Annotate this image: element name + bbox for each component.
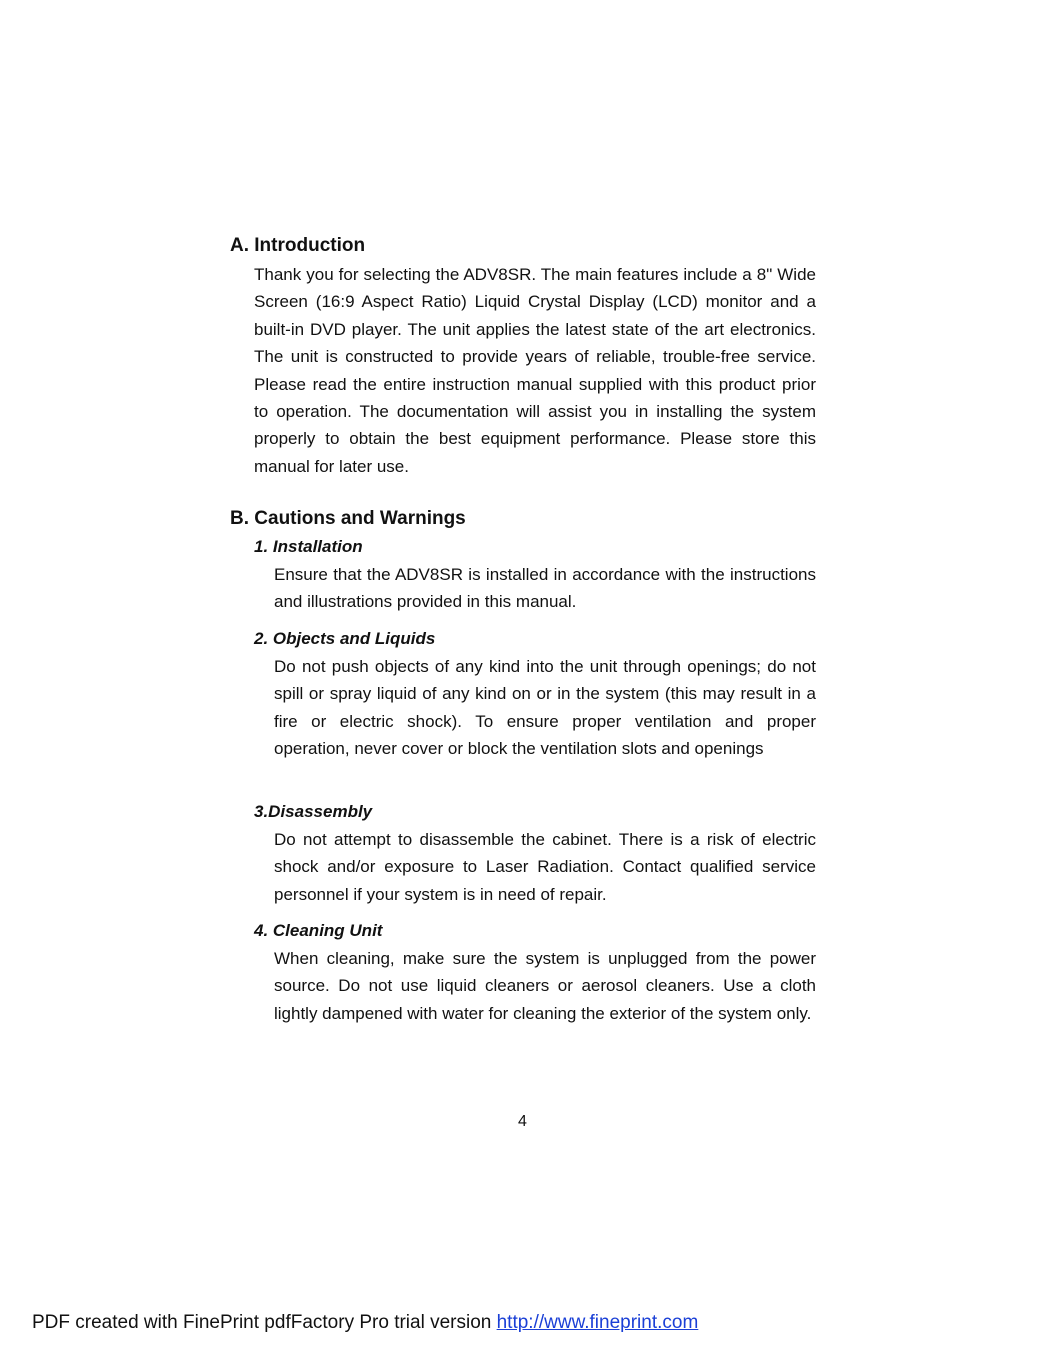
disassembly-heading: 3.Disassembly — [254, 802, 373, 821]
footer-text: PDF created with FinePrint pdfFactory Pro trial version — [32, 1312, 497, 1333]
fineprint-link[interactable]: http://www.fineprint.com — [496, 1312, 699, 1333]
introduction-body: Thank you for selecting the ADV8SR. The main features include a 8" Wide Screen (16:9 Aspect Ratio) Liquid Crystal Display (LCD) monitor and a built-in DVD player. The unit applies the latest state of the art electronics. The unit is constructed to provide years of reliable, trouble-free service. Please read the entire instruction manual supplied with this product prior to operation. The documentation will assist you in installing the system properly to obtain the best equipment performance. Please store this manual for later use. — [254, 265, 816, 476]
disassembly-body: Do not attempt to disassemble the cabinet. There is a risk of electric shock and/or exposure to Laser Radiation. Contact qualified service personnel if your system is in need of repair. — [274, 830, 816, 904]
pdf-footer — [32, 1311, 698, 1335]
objects-liquids-body: Do not push objects of any kind into the unit through openings; do not spill or spray liquid of any kind on or in the system (this may result in a fire or electric shock). To ensure proper ventilation and proper operation, never cover or block the ventilation slots and openings — [274, 657, 816, 759]
installation-heading: 1. Installation — [254, 537, 363, 556]
cleaning-unit-body: When cleaning, make sure the system is unplugged from the power source. Do not use liquid cleaners or aerosol cleaners. Use a cloth lightly dampened with water for cleaning the exterior of the system only. — [274, 949, 816, 1023]
page-number: 4 — [518, 1113, 527, 1130]
cleaning-unit-heading: 4. Cleaning Unit — [254, 921, 383, 940]
objects-liquids-heading: 2. Objects and Liquids — [254, 629, 436, 648]
installation-body: Ensure that the ADV8SR is installed in accordance with the instructions and illustrations provided in this manual. — [274, 565, 816, 612]
introduction-heading: A. Introduction — [230, 235, 366, 256]
cautions-heading: B. Cautions and Warnings — [230, 508, 466, 529]
